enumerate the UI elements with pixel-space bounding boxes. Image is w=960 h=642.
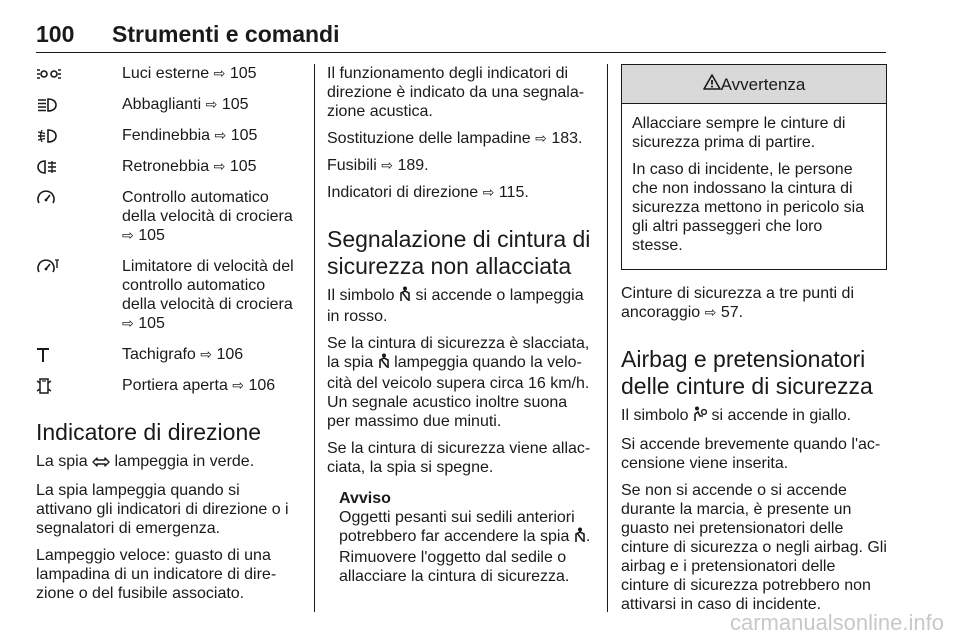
page-reference[interactable]: 57. xyxy=(720,304,744,321)
page-reference[interactable]: 105 xyxy=(138,315,165,332)
section-title: Strumenti e comandi xyxy=(112,21,340,47)
indicator-row xyxy=(36,257,300,333)
indicator-row xyxy=(36,188,300,245)
warning-triangle-icon xyxy=(703,74,721,94)
paragraph: Fusibili ⇨ 189. xyxy=(327,157,429,174)
indicator-label: Fendinebbia xyxy=(122,127,211,144)
reference-arrow-icon: ⇨ xyxy=(482,184,495,200)
notice-title: Avviso xyxy=(339,490,391,507)
tachograph-icon xyxy=(36,345,122,364)
paragraph: Se non si accende o si accende durante la marcia, è presente un guasto nei pretensionatori delle cinture di sicurezza o negli airbag. Gli airbag e i pretensionatori delle cinture di sicurezza potrebbero non attivarsi in caso di incidente. xyxy=(621,482,887,613)
indicator-label: Luci esterne xyxy=(122,65,210,82)
paragraph: Lampeggio veloce: guasto di una lampadina di un indicatore di direzione o del fusibile associato. xyxy=(36,547,277,602)
column-divider xyxy=(314,64,315,612)
column-2 xyxy=(327,64,591,586)
section-heading: Segnalazione di cintura di sicurezza non allacciata xyxy=(327,226,591,279)
paragraph: Si accende brevemente quando l'accensione viene inserita. xyxy=(621,436,881,472)
column-3 xyxy=(621,64,887,622)
warning-title: Avvertenza xyxy=(720,74,806,94)
reference-arrow-icon: ⇨ xyxy=(232,377,245,393)
indicator-label: Abbaglianti xyxy=(122,96,202,113)
page-reference[interactable]: 105 xyxy=(138,227,165,244)
page-reference[interactable]: 183. xyxy=(551,130,583,147)
reference-arrow-icon: ⇨ xyxy=(205,96,218,112)
paragraph: Cinture di sicurezza a tre punti di ancoraggio ⇨ 57. xyxy=(621,285,854,321)
column-divider xyxy=(607,64,608,612)
page-reference[interactable]: 105 xyxy=(221,96,249,113)
seatbelt-icon xyxy=(378,353,390,374)
section-heading: Airbag e pretensionatori delle cinture di sicurezza xyxy=(621,346,873,399)
reference-arrow-icon: ⇨ xyxy=(200,346,213,362)
paragraph: Il simbolo si accende in giallo. xyxy=(621,406,887,427)
indicator-label: Retronebbia xyxy=(122,158,210,175)
page-reference[interactable]: 115. xyxy=(498,184,529,201)
page-reference[interactable]: 105 xyxy=(229,65,257,82)
paragraph: Indicatori di direzione ⇨ 115. xyxy=(327,184,529,201)
indicator-row xyxy=(36,95,300,114)
airbag-icon xyxy=(693,406,707,427)
page-header xyxy=(36,18,886,53)
paragraph: La spia lampeggia quando si attivano gli indicatori di direzione o i segnalatori di emergenza. xyxy=(36,482,289,537)
indicator-row xyxy=(36,64,300,83)
reference-arrow-icon: ⇨ xyxy=(704,304,717,320)
cruise-control-icon xyxy=(36,188,122,207)
indicator-row xyxy=(36,345,300,364)
warning-box xyxy=(621,64,887,270)
reference-arrow-icon: ⇨ xyxy=(381,157,393,173)
indicator-label: Controllo automatico della velocità di crociera xyxy=(122,189,293,225)
notice-box xyxy=(339,489,591,586)
reference-arrow-icon: ⇨ xyxy=(213,158,226,174)
seatbelt-icon xyxy=(399,286,411,307)
exterior-lights-icon xyxy=(36,64,122,83)
turn-signal-icon xyxy=(92,454,110,473)
notice-text: Oggetti pesanti sui sedili anteriori potrebbero far accendere la spia . Rimuovere l'oggetto dal sedile o allacciare la cintura di sicurezza. xyxy=(339,509,591,585)
warning-header xyxy=(622,65,886,104)
rear-fog-icon xyxy=(36,157,122,176)
indicator-row xyxy=(36,157,300,176)
reference-arrow-icon: ⇨ xyxy=(122,227,134,243)
page-reference[interactable]: 106 xyxy=(216,346,244,363)
indicator-row xyxy=(36,126,300,145)
indicator-label: Tachigrafo xyxy=(122,346,196,363)
warning-text: Allacciare sempre le cinture di sicurezza prima di partire. xyxy=(632,115,846,151)
indicator-label: Portiera aperta xyxy=(122,377,228,394)
reference-arrow-icon: ⇨ xyxy=(213,65,226,81)
front-fog-icon xyxy=(36,126,122,145)
page-reference[interactable]: 106 xyxy=(248,377,276,394)
reference-arrow-icon: ⇨ xyxy=(214,127,227,143)
speed-limiter-icon xyxy=(36,257,122,276)
reference-arrow-icon: ⇨ xyxy=(122,315,134,331)
page-reference[interactable]: 105 xyxy=(230,127,258,144)
section-heading: Indicatore di direzione xyxy=(36,419,262,445)
page-reference[interactable]: 189. xyxy=(397,157,429,174)
high-beam-icon xyxy=(36,95,122,114)
page-reference[interactable]: 105 xyxy=(229,158,257,175)
paragraph: Se la cintura di sicurezza viene allacciata, la spia si spegne. xyxy=(327,440,591,476)
paragraph: La spia lampeggia in verde. xyxy=(36,452,300,473)
warning-text: In caso di incidente, le persone che non indossano la cintura di sicurezza mettono in pericolo sia gli altri passeggeri che loro stesse. xyxy=(632,161,865,254)
column-1 xyxy=(36,64,300,611)
paragraph: Il funzionamento degli indicatori di direzione è indicato da una segnalazione acustica. xyxy=(327,65,585,120)
watermark: carmanualsonline.info xyxy=(729,610,944,635)
reference-arrow-icon: ⇨ xyxy=(535,130,547,146)
door-open-icon xyxy=(36,376,122,395)
page-number: 100 xyxy=(36,21,75,47)
paragraph: Se la cintura di sicurezza è slacciata, la spia lampeggia quando la velocità del veicolo supera circa 16 km/h. Un segnale acustico inoltre suona per massimo due minuti. xyxy=(327,335,590,430)
indicator-row xyxy=(36,376,300,395)
seatbelt-icon xyxy=(574,527,586,548)
paragraph: Sostituzione delle lampadine ⇨ 183. xyxy=(327,130,583,147)
paragraph: Il simbolo si accende o lampeggia in rosso. xyxy=(327,287,584,325)
indicator-label: Limitatore di velocità del controllo automatico della velocità di crociera xyxy=(122,258,294,313)
